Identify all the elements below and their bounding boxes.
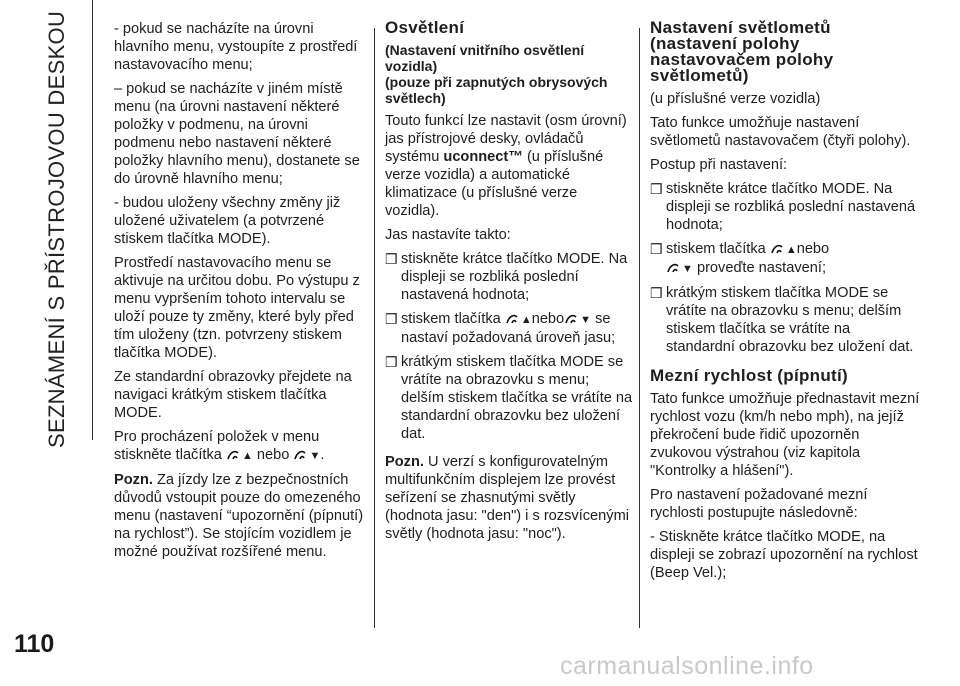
column-2: [385, 20, 633, 549]
down-arrow-icon: ▼: [309, 450, 321, 462]
knob-up-icon: [505, 311, 521, 325]
bullet-text: krátkým stiskem tlačítka MODE se vrátíte na obrazovku s menu; delším stiskem tlačítka se vrátíte na standardní obrazovku bez uložení dat.: [666, 285, 914, 355]
knob-up-icon: [226, 447, 242, 461]
paragraph: Postup při nastavení:: [650, 157, 788, 173]
knob-down-icon: [564, 311, 580, 325]
note: [114, 471, 366, 561]
text: .: [320, 447, 325, 463]
bullet-text: stiskněte krátce tlačítko MODE. Na displeji se rozbliká poslední nastavená hodnota;: [666, 181, 916, 233]
up-arrow-icon: ▲: [241, 450, 253, 462]
column-divider-1: [374, 28, 375, 628]
down-arrow-icon: ▼: [580, 314, 592, 326]
section-subheading: (u příslušné verze vozidla): [650, 91, 821, 107]
bullet-text: stiskem tlačítka: [666, 241, 766, 257]
text: Pro procházení položek v menu stiskněte tlačítka: [114, 429, 320, 463]
section-heading: Mezní rychlost (pípnutí): [650, 366, 848, 385]
bullet-item: [385, 353, 633, 443]
checkbox-icon: ❒: [650, 241, 663, 257]
text: (u příslušné verze vozidla) a automatické klimatizace (u příslušné verze vozidla).: [385, 149, 604, 219]
checkbox-icon: ❒: [385, 354, 398, 370]
watermark: carmanualsonline.info: [560, 652, 814, 680]
paragraph-with-icons: [114, 428, 366, 465]
chapter-title: SEZNÁMENÍ S PŘÍSTROJOVOU DESKOU: [44, 10, 69, 448]
down-arrow-icon: ▼: [682, 263, 693, 275]
section-heading: Nastavení světlometů (nastavení polohy nastavovačem polohy světlometů): [650, 18, 834, 85]
bullet-item: [650, 284, 920, 356]
paragraph: Tato funkce umožňuje přednastavit mezní rychlost vozu (km/h nebo mph), na jejíž překročení bude řidič upozorněn zvukovou výstrahou (viz kapitola "Kontrolky a hlášení").: [650, 391, 920, 479]
paragraph: - Stiskněte krátce tlačítko MODE, na displeji se zobrazí upozornění na rychlost (Beep Vel.);: [650, 529, 918, 581]
bullet-text: stiskněte krátce tlačítko MODE. Na displeji se rozbliká poslední nastavená hodnota;: [401, 251, 628, 303]
section-subheading: (pouze při zapnutých obrysových světlech): [385, 74, 608, 106]
section-heading: Osvětlení: [385, 18, 465, 37]
column-divider-2: [639, 28, 640, 628]
text: nebo: [256, 447, 290, 463]
paragraph: Pro nastavení požadované mezní rychlosti postupujte následovně:: [650, 487, 868, 521]
brand-name: uconnect™: [443, 149, 523, 165]
checkbox-icon: ❒: [385, 311, 398, 327]
paragraph: – pokud se nacházíte v jiném místě menu (na úrovni nastavení některé položky v podmenu, na úrovni podmenu nebo nastavení některé položky hlavního menu), dostanete se do úrovně hlavního menu;: [114, 81, 360, 187]
bullet-item: [385, 250, 633, 304]
paragraph: - pokud se nacházíte na úrovni hlavního menu, vystoupíte z prostředí nastavovacího menu;: [114, 21, 358, 73]
section-subheading: (Nastavení vnitřního osvětlení vozidla): [385, 42, 585, 74]
paragraph: - budou uloženy všechny změny již uložené uživatelem (a potvrzené stiskem tlačítka MODE).: [114, 195, 341, 247]
paragraph: Jas nastavíte takto:: [385, 227, 511, 243]
note: [385, 453, 633, 543]
up-arrow-icon: ▲: [520, 314, 532, 326]
note-text: Za jízdy lze z bezpečnostních důvodů vstoupit pouze do omezeného menu (nastavení “upozornění (pípnutí) na rychlost”). Se stojícím vozidlem je možné používat rozšířené menu.: [114, 472, 364, 560]
column-3: [650, 20, 920, 588]
bullet-text: nebo: [796, 241, 830, 257]
chapter-divider: [92, 0, 93, 440]
paragraph: Tato funkce umožňuje nastavení světlometů nastavovačem (čtyři polohy).: [650, 115, 911, 149]
up-arrow-icon: ▲: [785, 244, 797, 256]
knob-down-icon: [293, 447, 309, 461]
bullet-text: stiskem tlačítka: [401, 311, 501, 327]
bullet-item: [650, 240, 920, 278]
checkbox-icon: ❒: [650, 181, 663, 197]
knob-down-icon: [666, 260, 682, 274]
bullet-text: se nastaví požadovaná úroveň jasu;: [401, 311, 616, 346]
column-1: [114, 20, 366, 567]
knob-up-icon: [770, 241, 786, 255]
page-number: 110: [14, 630, 55, 658]
note-label: Pozn.: [385, 454, 424, 470]
paragraph: [385, 112, 633, 220]
bullet-text: nebo: [531, 311, 565, 327]
paragraph: Ze standardní obrazovky přejdete na navigaci krátkým stiskem tlačítka MODE.: [114, 369, 352, 421]
paragraph: Prostředí nastavovacího menu se aktivuje na určitou dobu. Po výstupu z menu vypršením tohoto intervalu se uloží pouze ty změny, které byly před tím uloženy (tzn. potvrzeny stiskem tlačítka MODE).: [114, 255, 360, 361]
checkbox-icon: ❒: [385, 251, 398, 267]
bullet-item: [650, 180, 920, 234]
bullet-item: [385, 310, 633, 347]
note-label: Pozn.: [114, 472, 153, 488]
text: Touto funkcí lze nastavit (osm úrovní) jas přístrojové desky, ovládačů systému: [385, 113, 627, 165]
note-text: U verzí s konfigurovatelným multifunkčním displejem lze provést seřízení se zhasnutými světly (hodnota jasu: "den") i s rozsvícenými světly (hodnota jasu: "noc").: [385, 454, 629, 542]
checkbox-icon: ❒: [650, 285, 663, 301]
bullet-text: krátkým stiskem tlačítka MODE se vrátíte na obrazovku s menu; delším stiskem tlačítka se vrátíte na standardní obrazovku bez uložení dat.: [401, 354, 633, 442]
bullet-text: proveďte nastavení;: [696, 260, 826, 276]
